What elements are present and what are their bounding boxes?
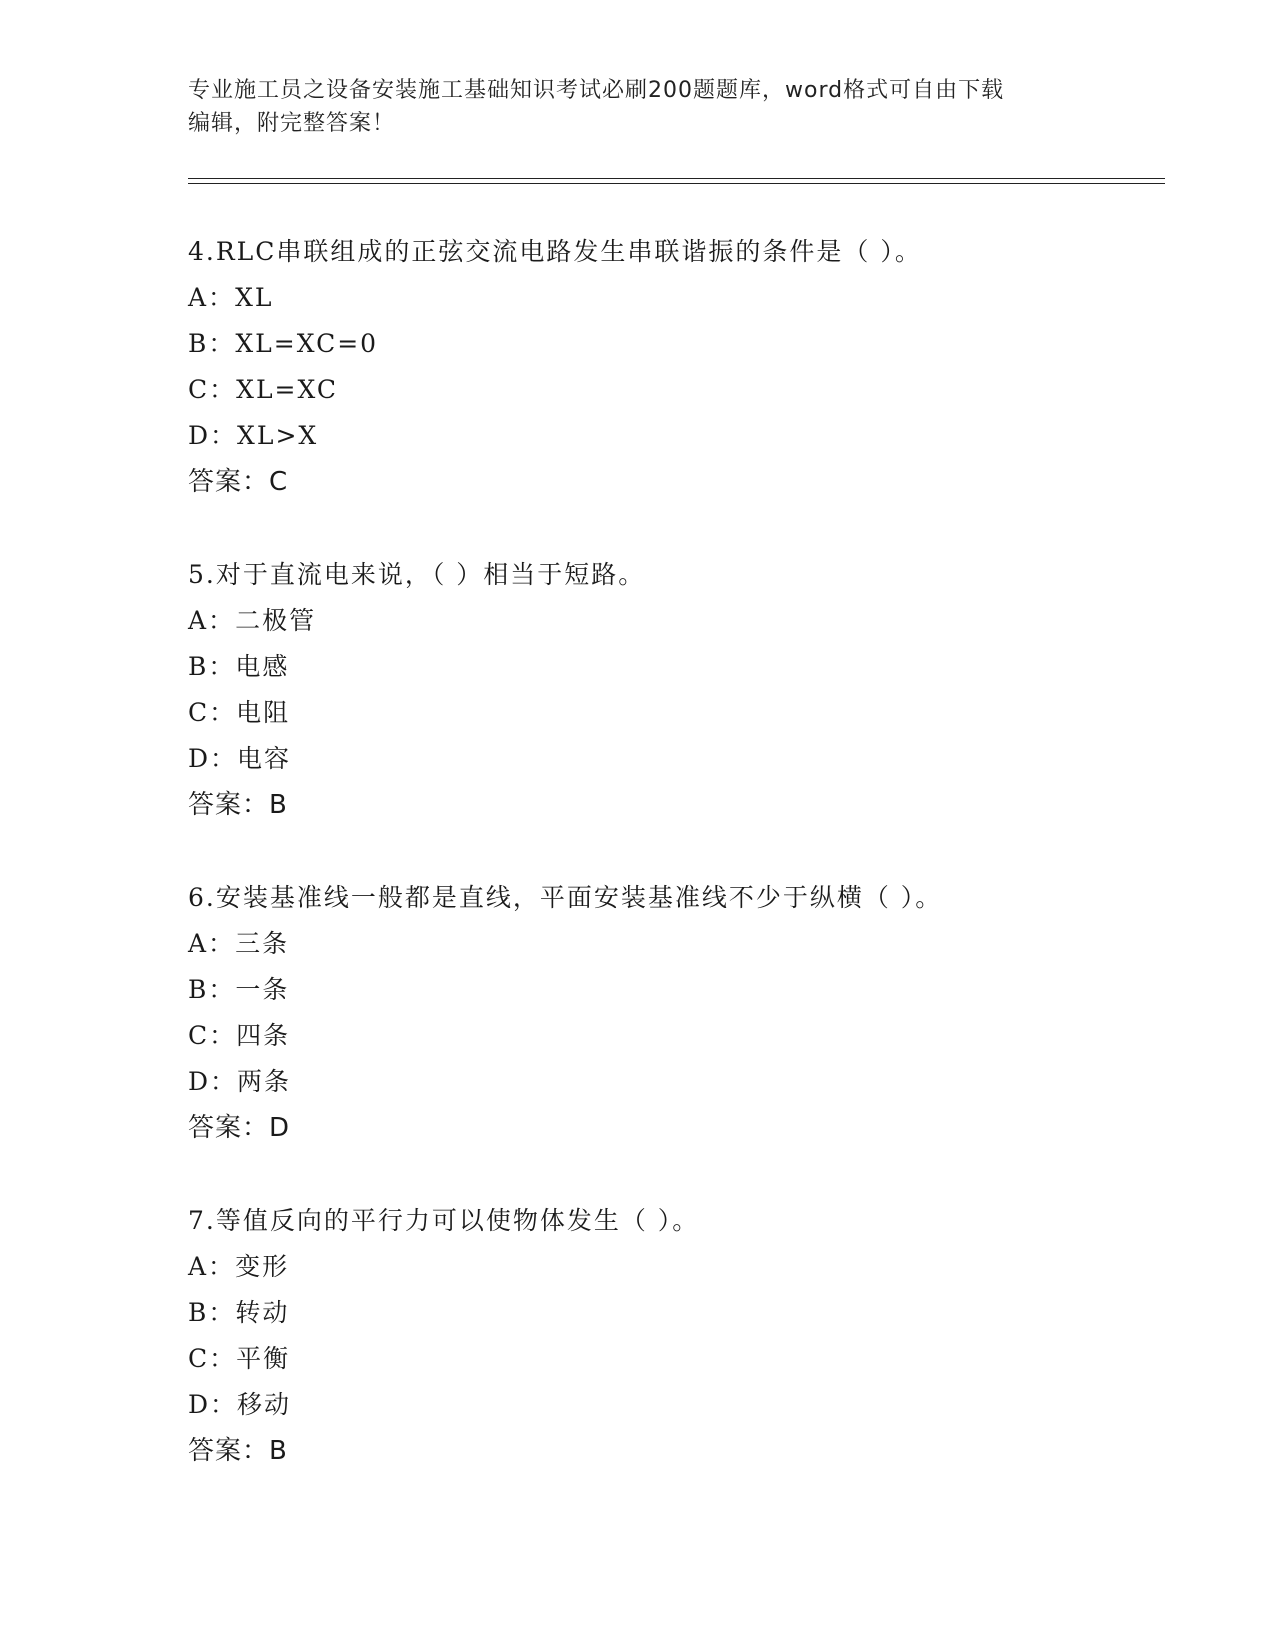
header-divider-bottom: [188, 183, 1165, 184]
option-letter: B：: [188, 652, 236, 681]
header-line-2: 编辑，附完整答案！: [188, 111, 396, 136]
question-stem: 5.对于直流电来说，（ ）相当于短路。: [188, 560, 646, 589]
option-d: [188, 744, 1148, 790]
option-text: 变形: [235, 1252, 290, 1281]
option-text: 二极管: [235, 606, 317, 635]
option-text: 四条: [236, 1021, 291, 1050]
option-letter: B：: [188, 1298, 236, 1327]
option-letter: D：: [188, 421, 238, 450]
option-letter: C：: [188, 1344, 237, 1373]
option-text: 两条: [237, 1067, 292, 1096]
option-letter: D：: [188, 1390, 238, 1419]
option-text: 电阻: [236, 698, 291, 727]
option-letter: C：: [188, 698, 237, 727]
option-a: [188, 606, 1148, 652]
option-letter: B：: [188, 975, 236, 1004]
option-a: [188, 1252, 1148, 1298]
option-b: [188, 975, 1148, 1021]
option-d: [188, 1390, 1148, 1436]
option-a: [188, 283, 1148, 329]
option-b: [188, 1298, 1148, 1344]
question-block: [188, 237, 1148, 513]
option-d: [188, 1067, 1148, 1113]
option-c: [188, 698, 1148, 744]
option-text: 电容: [237, 744, 292, 773]
option-c: [188, 1344, 1148, 1390]
option-text: 转动: [235, 1298, 290, 1327]
question-block: [188, 1206, 1148, 1482]
option-letter: C：: [188, 1021, 237, 1050]
option-d: [188, 421, 1148, 467]
option-a: [188, 929, 1148, 975]
option-text: 一条: [235, 975, 290, 1004]
option-text: 三条: [235, 929, 290, 958]
header-divider-top: [188, 178, 1165, 179]
option-c: [188, 375, 1148, 421]
option-letter: C：: [188, 375, 237, 404]
option-letter: D：: [188, 1067, 238, 1096]
question-block: [188, 883, 1148, 1159]
question-block: [188, 560, 1148, 836]
option-b: [188, 329, 1148, 375]
option-text: 电感: [235, 652, 290, 681]
header-line-1: 专业施工员之设备安装施工基础知识考试必刷200题题库，word格式可自由下载: [188, 78, 1005, 103]
option-text: 移动: [237, 1390, 292, 1419]
option-letter: A：: [188, 929, 236, 958]
option-text: XL>X: [237, 421, 319, 450]
option-text: XL: [235, 283, 274, 312]
option-text: XL=XC=0: [235, 329, 379, 358]
answer-line: 答案：C: [188, 467, 289, 497]
document-header: [188, 74, 1088, 140]
option-letter: A：: [188, 1252, 236, 1281]
option-c: [188, 1021, 1148, 1067]
option-text: 平衡: [236, 1344, 291, 1373]
question-stem: 4.RLC串联组成的正弦交流电路发生串联谐振的条件是（ ）。: [188, 237, 922, 266]
answer-line: 答案：D: [188, 1113, 291, 1143]
option-text: XL=XC: [236, 375, 338, 404]
answer-line: 答案：B: [188, 1436, 288, 1466]
question-stem: 6.安装基准线一般都是直线，平面安装基准线不少于纵横（ ）。: [188, 883, 943, 912]
option-b: [188, 652, 1148, 698]
option-letter: D：: [188, 744, 238, 773]
question-stem: 7.等值反向的平行力可以使物体发生（ ）。: [188, 1206, 700, 1235]
answer-line: 答案：B: [188, 790, 288, 820]
option-letter: A：: [188, 283, 236, 312]
option-letter: A：: [188, 606, 236, 635]
option-letter: B：: [188, 329, 236, 358]
